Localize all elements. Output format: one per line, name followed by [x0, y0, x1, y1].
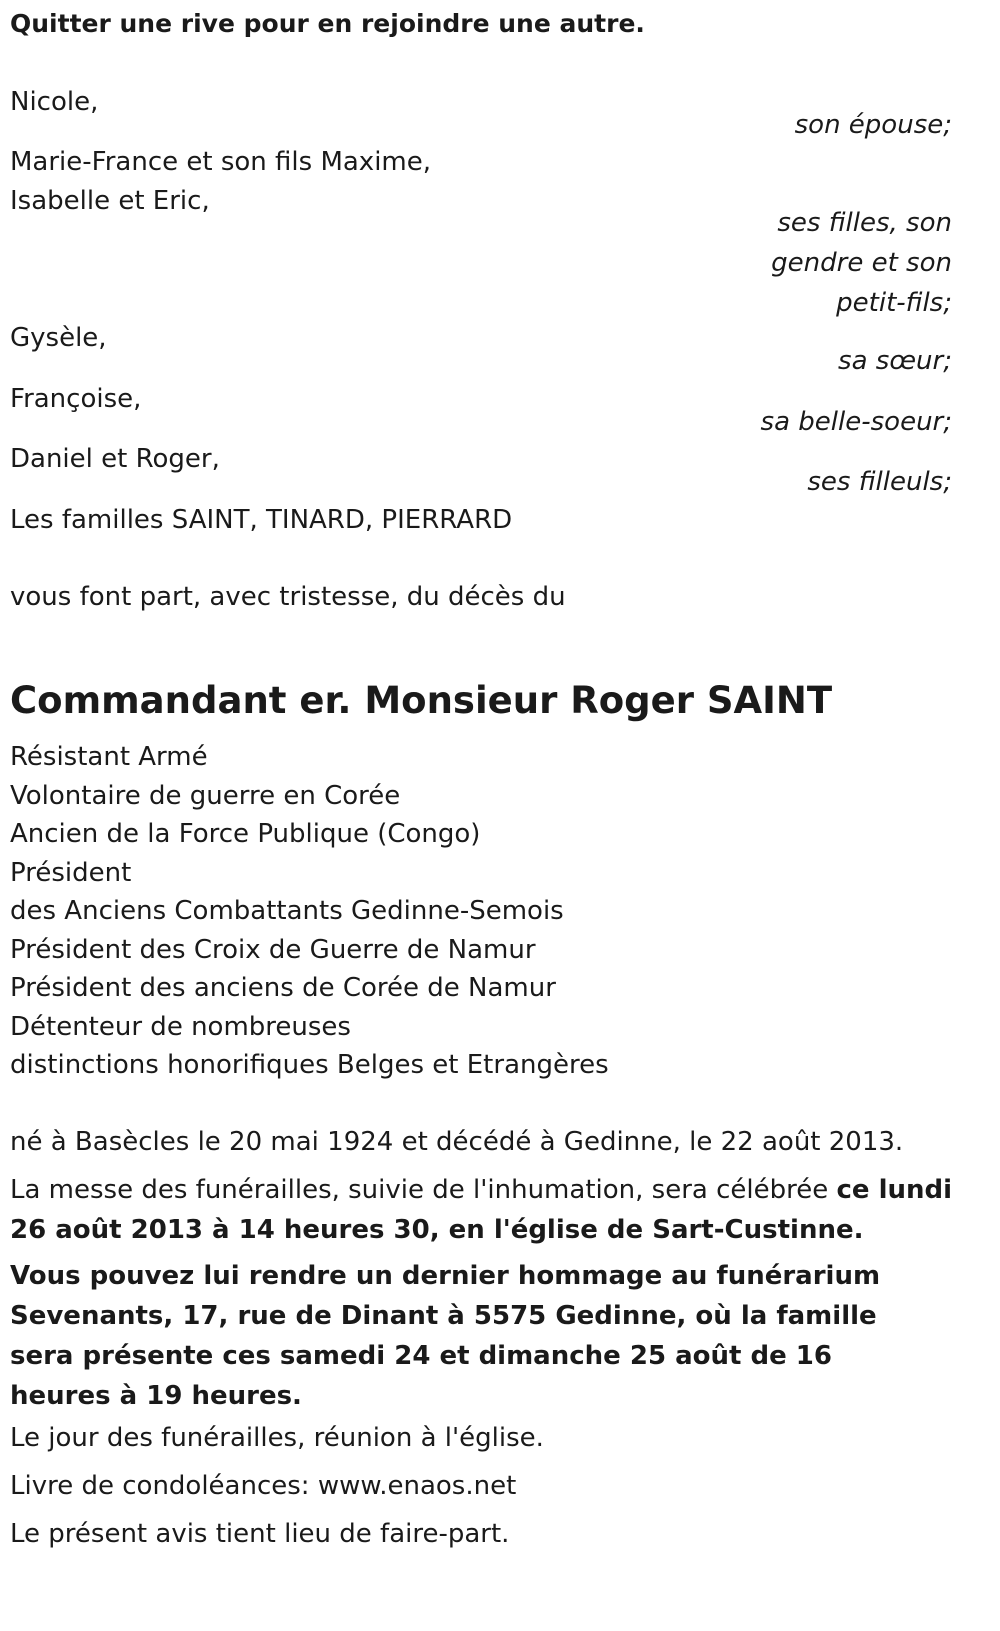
- title-line: distinctions honorifiques Belges et Etrangères: [10, 1050, 609, 1080]
- title-line: Résistant Armé: [10, 742, 208, 772]
- title-line: Président des Croix de Guerre de Namur: [10, 934, 536, 965]
- families-line: Les familles SAINT, TINARD, PIERRARD: [10, 505, 513, 535]
- relation-daughters-line-1: ses filles, son: [777, 208, 952, 238]
- relation-godsons: ses filleuls;: [807, 467, 952, 497]
- relation-sister-in-law: sa belle-soeur;: [760, 407, 952, 437]
- family-member-francoise: Françoise,: [10, 384, 142, 414]
- announcement: vous font part, avec tristesse, du décès du: [10, 582, 566, 612]
- relation-sister: sa sœur;: [838, 346, 952, 376]
- funeral-intro: La messe des funérailles, suivie de l'inhumation, sera célébrée: [10, 1175, 837, 1205]
- meeting-line: Le jour des funérailles, réunion à l'église.: [10, 1423, 544, 1453]
- title-line: des Anciens Combattants Gedinne-Semois: [10, 896, 564, 926]
- notice-line: Le présent avis tient lieu de faire-part.: [10, 1519, 510, 1549]
- homage-paragraph: Vous pouvez lui rendre un dernier hommage au funérarium Sevenants, 17, rue de Dinant à 5575 Gedinne, où la famille sera présente ces samedi 24 et dimanche 25 août de 16 heures à 19 heures.: [10, 1261, 881, 1411]
- family-member-godsons: Daniel et Roger,: [10, 444, 220, 474]
- headline: Quitter une rive pour en rejoindre une autre.: [10, 9, 645, 38]
- title-line: Détenteur de nombreuses: [10, 1011, 351, 1042]
- family-member-nicole: Nicole,: [10, 87, 99, 117]
- birth-death: né à Basècles le 20 mai 1924 et décédé à Gedinne, le 22 août 2013.: [10, 1127, 904, 1157]
- deceased-name: Commandant er. Monsieur Roger SAINT: [10, 679, 833, 722]
- family-member-daughter-2: Isabelle et Eric,: [10, 186, 210, 216]
- condolences-line: Livre de condoléances: www.enaos.net: [10, 1471, 517, 1501]
- family-member-daughter-1: Marie-France et son fils Maxime,: [10, 147, 432, 177]
- relation-daughters: [771, 203, 952, 323]
- relation-daughters-line-3: petit-fils;: [836, 288, 952, 318]
- relation-daughters-line-2: gendre et son: [771, 248, 952, 278]
- title-line: Ancien de la Force Publique (Congo): [10, 819, 481, 849]
- title-line: Volontaire de guerre en Corée: [10, 780, 401, 811]
- funeral-paragraph: [10, 1170, 985, 1250]
- titles-list: [10, 738, 609, 1085]
- title-line: Président des anciens de Corée de Namur: [10, 973, 556, 1003]
- funeral-details: ce lundi 26 août 2013 à 14 heures 30, en l'église de Sart-Custinne.: [10, 1175, 953, 1245]
- relation-spouse: son épouse;: [794, 110, 952, 140]
- title-line: Président: [10, 857, 132, 888]
- family-member-gysele: Gysèle,: [10, 323, 107, 353]
